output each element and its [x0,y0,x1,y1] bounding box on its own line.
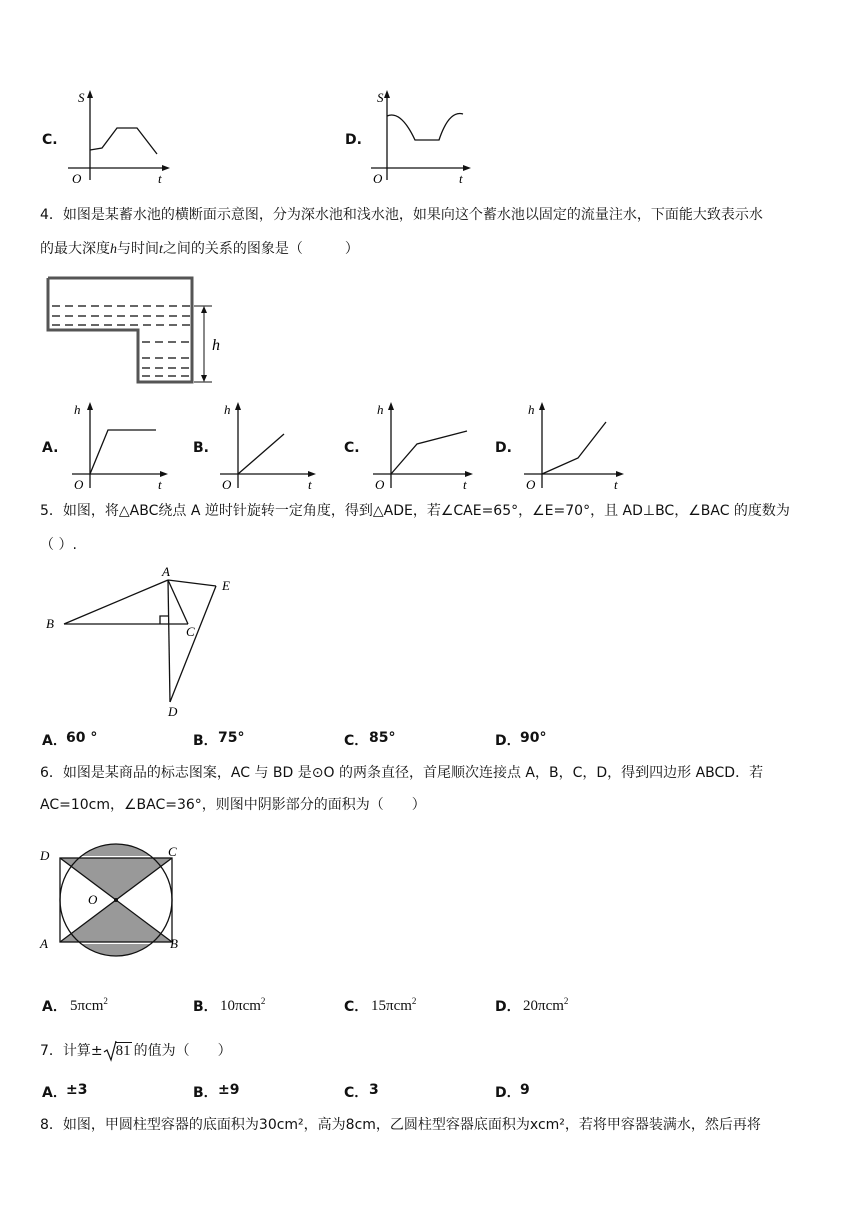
axis-t-label: t [459,171,463,186]
sqrt-expression: 81 [103,1036,132,1066]
option-c-label: C. [42,132,58,148]
q7-option-a-value: ±3 [66,1082,88,1098]
svg-text:O: O [74,477,84,492]
svg-text:C: C [186,624,195,639]
svg-text:O: O [375,477,385,492]
q5-option-b-label: B． [193,733,218,749]
question-5-line-1: 5．如图，将△ABC绕点 A 逆时针旋转一定角度，得到△ADE，若∠CAE=65°，∠E=70°，且 AD⊥BC，∠BAC 的度数为 [40,503,790,519]
q6-option-d-label: D． [495,999,521,1015]
q4-option-d-label: D. [495,440,512,456]
axis-s-label: S [377,90,384,105]
q6-option-d-value: 20πcm$^2$ [523,996,569,1014]
depth-h-label: h [212,337,220,354]
svg-text:h: h [528,402,535,417]
q4-option-c-label: C. [344,440,360,456]
svg-text:B: B [46,616,54,631]
q6-option-a-label: A． [42,999,67,1015]
svg-text:h: h [74,402,81,417]
svg-text:O: O [88,892,98,907]
q5-option-a-label: A． [42,733,67,749]
q7-option-b-label: B． [193,1085,218,1101]
svg-text:t: t [463,477,467,492]
q4-graph-d [516,398,631,493]
q6-option-b-label: B． [193,999,218,1015]
q5-option-d-value: 90° [520,730,547,746]
q5-option-c-value: 85° [369,730,396,746]
svg-text:D: D [40,848,50,863]
q6-option-b-value: 10πcm$^2$ [220,996,266,1014]
q7-option-c-label: C． [344,1085,369,1101]
svg-text:D: D [168,704,178,719]
svg-text:B: B [170,936,178,951]
q7-option-c-value: 3 [369,1082,379,1098]
graph-option-d [365,88,475,188]
circle-logo-diagram [36,838,196,958]
q6-option-c-label: C． [344,999,369,1015]
q4-graph-c [365,398,480,493]
svg-text:A: A [40,936,48,951]
svg-text:O: O [526,477,536,492]
question-7: 7．计算± 81 的值为（ ） [40,1036,830,1066]
q7-option-a-label: A． [42,1085,67,1101]
question-6-line-1: 6．如图是某商品的标志图案，AC 与 BD 是⊙O 的两条直径，首尾顺次连接点 A，B，C，D，得到四边形 ABCD．若 [40,765,764,781]
q5-option-c-label: C． [344,733,369,749]
question-8-line-1: 8．如图，甲圆柱型容器的底面积为30cm²，高为8cm，乙圆柱型容器底面积为xcm²，若将甲容器装满水，然后再将 [40,1117,761,1133]
q6-option-c-value: 15πcm$^2$ [371,996,417,1014]
question-4-line-1: 4．如图是某蓄水池的横断面示意图，分为深水池和浅水池，如果向这个蓄水池以固定的流量注水，下面能大致表示水 [40,207,763,223]
question-4-line-2: 的最大深度h与时间t之间的关系的图象是（ ） [40,241,359,257]
graph-option-c [62,88,172,188]
question-6-line-2: AC=10cm，∠BAC=36°，则图中阴影部分的面积为（ ） [40,797,426,813]
axis-o-label: O [72,171,82,186]
svg-text:t: t [308,477,312,492]
reservoir-diagram [44,274,234,389]
q4-graph-a [62,398,172,493]
axis-t-label: t [158,171,162,186]
q7-option-d-value: 9 [520,1082,530,1098]
svg-text:t: t [158,477,162,492]
q7-option-d-label: D． [495,1085,521,1101]
q7-option-b-value: ±9 [218,1082,240,1098]
rotation-triangle-diagram [40,562,250,722]
q4-graph-b [212,398,322,493]
q5-option-d-label: D． [495,733,521,749]
axis-s-label: S [78,90,85,105]
svg-text:A: A [162,564,170,579]
q6-option-a-value: 5πcm$^2$ [70,996,108,1014]
option-d-label: D. [345,132,362,148]
q5-option-a-value: 60 ° [66,730,98,746]
q4-option-a-label: A. [42,440,59,456]
svg-text:h: h [377,402,384,417]
svg-text:E: E [222,578,230,593]
svg-text:t: t [614,477,618,492]
svg-text:O: O [222,477,232,492]
svg-text:C: C [168,844,177,859]
axis-o-label: O [373,171,383,186]
q5-option-b-value: 75° [218,730,245,746]
question-5-line-2: （ ）. [40,537,77,553]
q4-option-b-label: B. [193,440,209,456]
svg-text:h: h [224,402,231,417]
